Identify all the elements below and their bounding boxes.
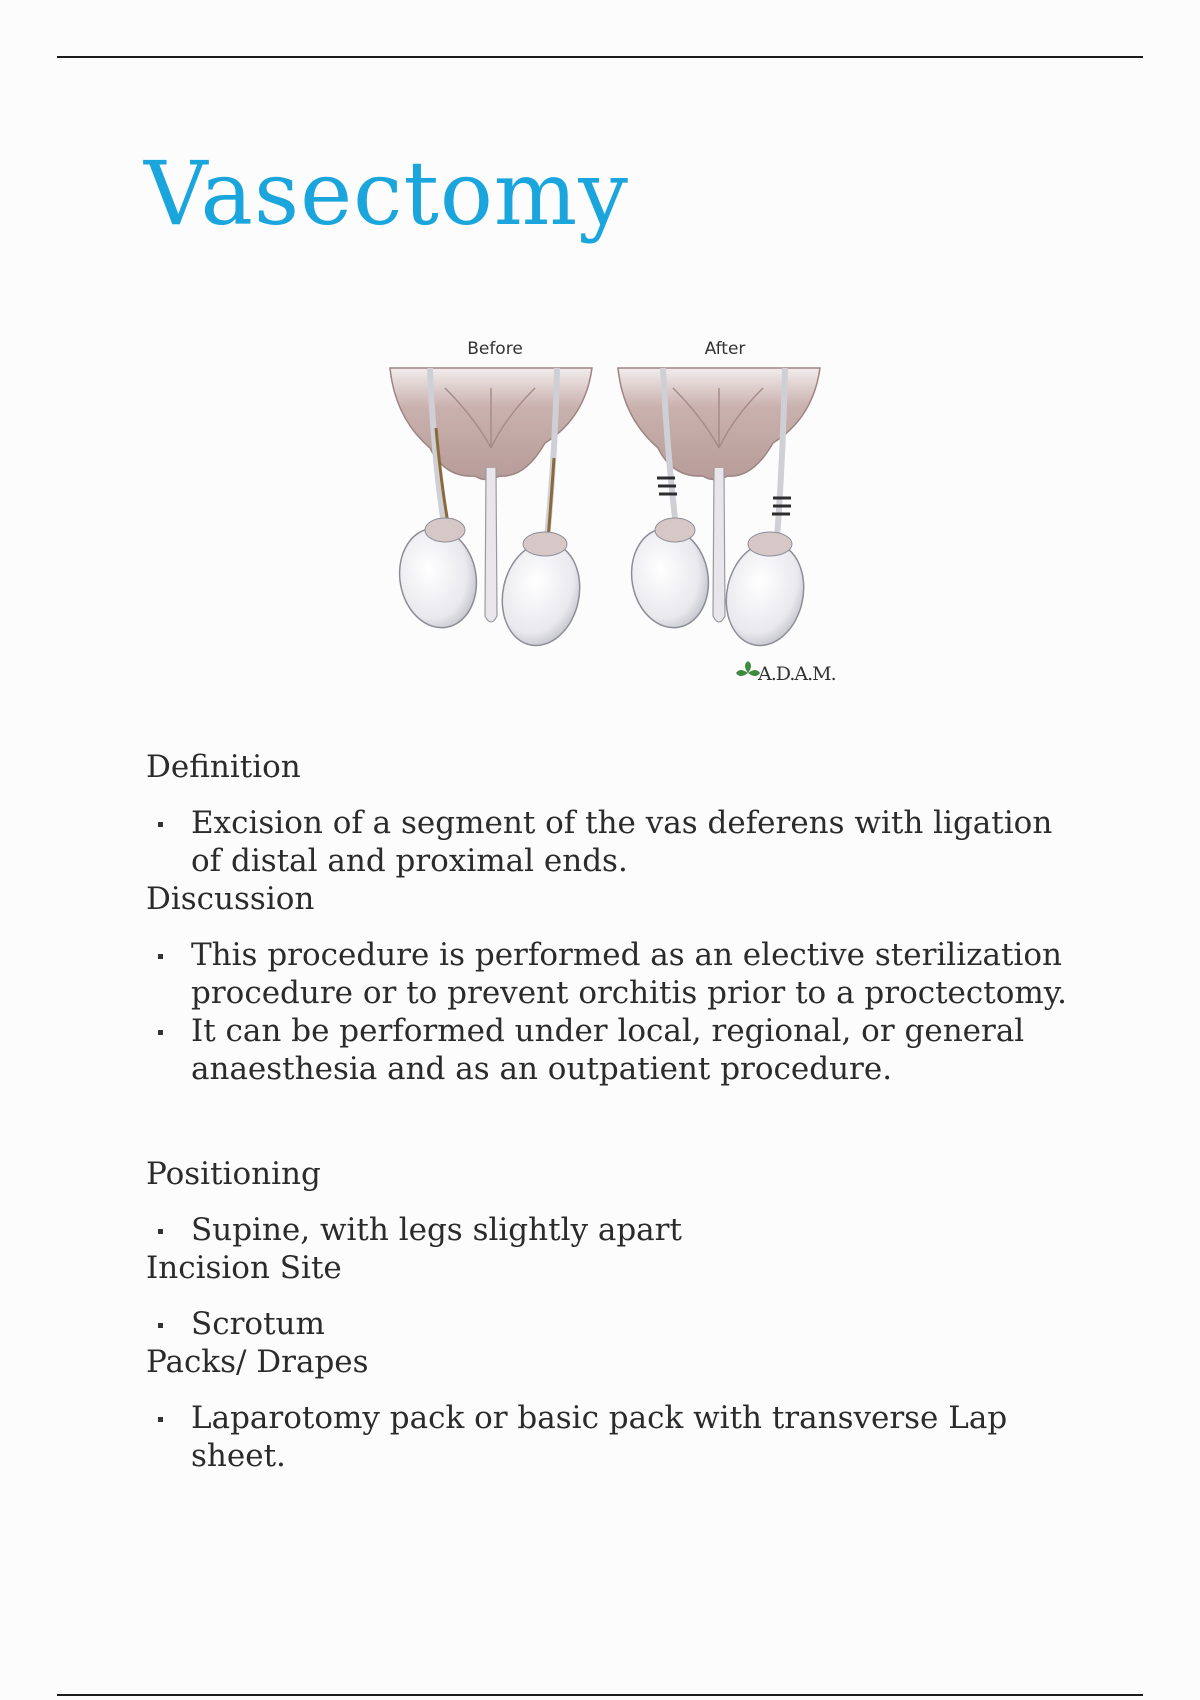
top-rule — [57, 56, 1143, 58]
figure-credit: A.D.A.M. — [758, 663, 836, 685]
list-item: It can be performed under local, regional, or general anaesthesia and as an outpatient procedure. — [146, 1012, 1076, 1088]
list-item: This procedure is performed as an elective sterilization procedure or to prevent orchitis prior to a proctectomy. — [146, 936, 1076, 1012]
section-heading-positioning: Positioning — [146, 1156, 321, 1192]
document-title: Vasectomy — [144, 142, 629, 245]
list-item: Laparotomy pack or basic pack with transverse Lap sheet. — [146, 1399, 1076, 1475]
definition-list — [146, 804, 1076, 880]
section-heading-definition: Definition — [146, 749, 301, 785]
before-panel — [390, 339, 592, 653]
positioning-list — [146, 1211, 1076, 1249]
list-item: Scrotum — [146, 1305, 1076, 1343]
bottom-rule — [57, 1694, 1143, 1696]
list-item: Excision of a segment of the vas deferens with ligation of distal and proximal ends. — [146, 804, 1076, 880]
list-item: Supine, with legs slightly apart — [146, 1211, 1076, 1249]
packs-drapes-list — [146, 1399, 1076, 1475]
adam-logo — [736, 661, 836, 685]
vasectomy-illustration — [145, 268, 1055, 718]
section-heading-packs-drapes: Packs/ Drapes — [146, 1344, 369, 1380]
document-body — [146, 748, 1076, 1475]
section-heading-discussion: Discussion — [146, 881, 315, 917]
before-label: Before — [467, 339, 523, 359]
incision-site-list — [146, 1305, 1076, 1343]
after-panel — [618, 339, 820, 653]
discussion-list — [146, 936, 1076, 1088]
after-label: After — [704, 339, 746, 359]
section-heading-incision-site: Incision Site — [146, 1250, 342, 1286]
